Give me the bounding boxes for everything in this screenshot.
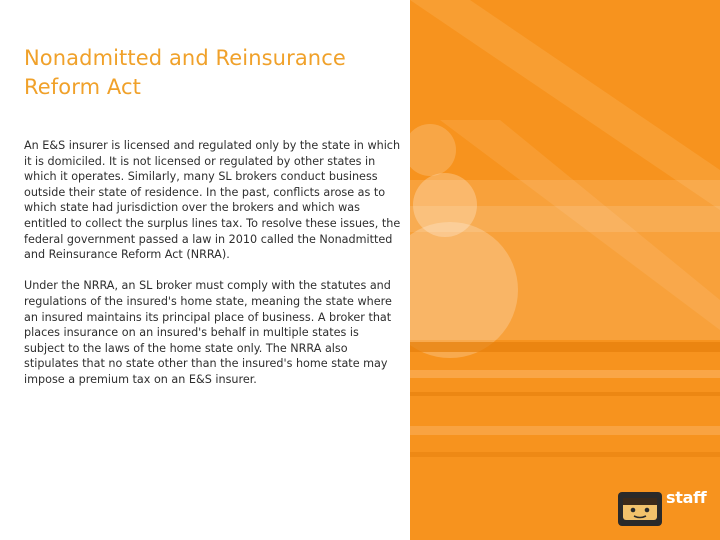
decorative-orange-panel: [410, 0, 720, 540]
logo-text: staff: [666, 488, 707, 507]
paragraph-2: Under the NRRA, an SL broker must comply with the statutes and regulations of the insured's home state, meaning the state where an insured maintains its principal place of business. A broker that places insurance on an insured's behalf in multiple states is subject to the laws of the home state only. The NRRA also stipulates that no state other than the insured's home state may impose a premium tax on an E&S insurer.: [24, 279, 392, 386]
staff-logo: [614, 486, 714, 532]
slide-title: Nonadmitted and Reinsurance Reform Act: [24, 46, 346, 99]
mascot-face-icon: [616, 488, 664, 528]
paragraph-1: An E&S insurer is licensed and regulated only by the state in which it is domiciled. It is not licensed or regulated by other states in which it operates. Similarly, many SL brokers conduct business outside their state of residence. In the past, conflicts arose as to which state had jurisdiction over the brokers and which was entitled to collect the surplus lines tax. To resolve these issues, the federal government passed a law in 2010 called the Nonadmitted and Reinsurance Reform Act (NRRA).: [24, 139, 401, 262]
body-text: [24, 138, 402, 403]
